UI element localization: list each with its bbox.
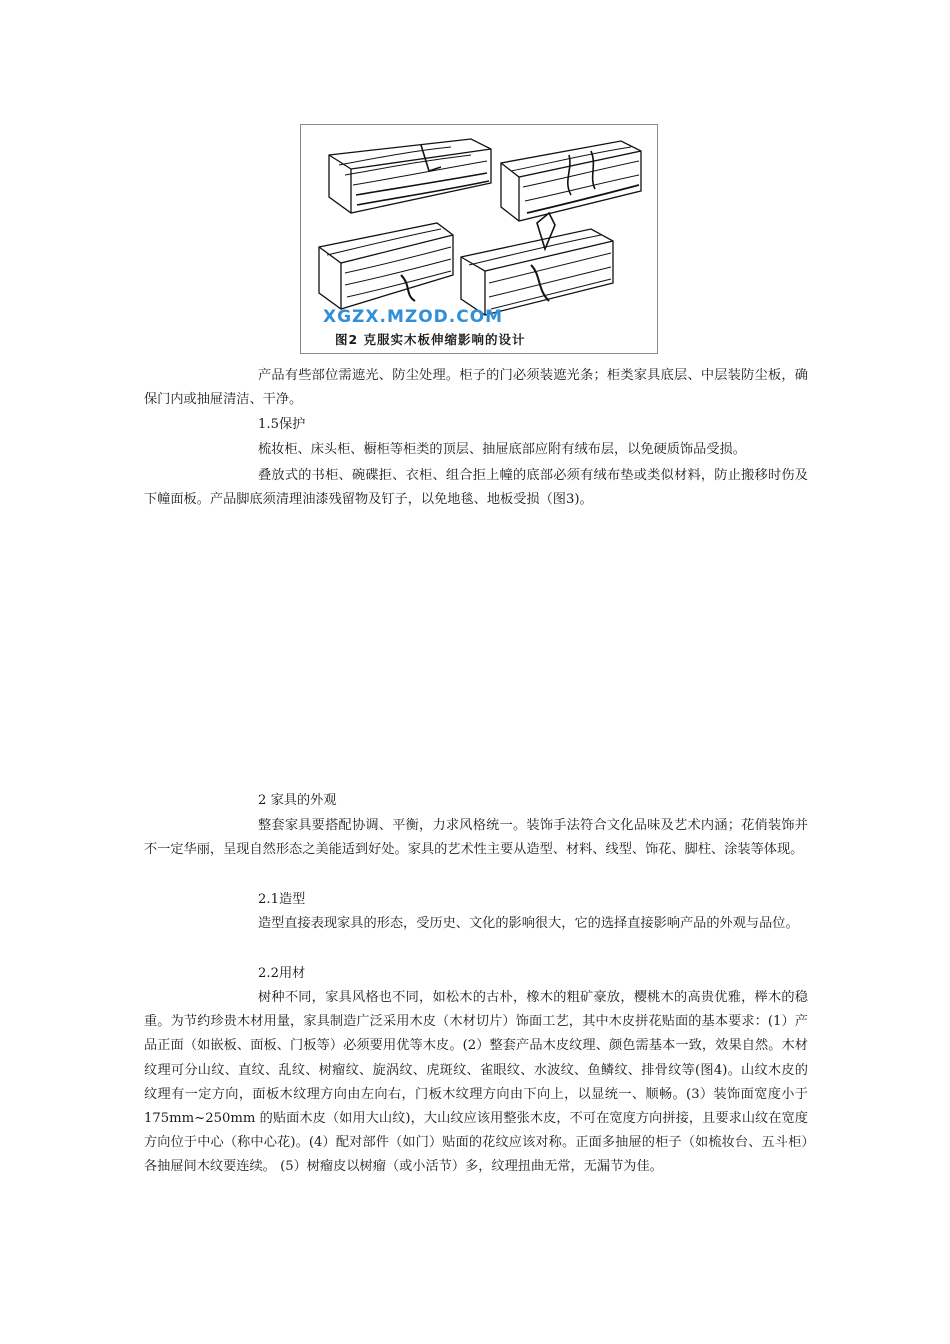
heading-1-5: 1.5保护 bbox=[258, 417, 306, 432]
paragraph-protection-2: 叠放式的书柜、碗碟拒、衣柜、组合拒上幢的底部必须有绒布垫或类似材料，防止搬移时伤及下幢面板。产品脚底须清理油漆残留物及钉子，以免地毯、地板受损（图3)。 bbox=[144, 468, 808, 508]
paragraph-dustproof: 产品有些部位需遮光、防尘处理。柜子的门必须装遮光条；柜类家具底层、中层装防尘板，确保门内或抽屉清洁、干净。 bbox=[144, 368, 808, 408]
figure-watermark: XGZX.MZOD.COM bbox=[323, 307, 504, 327]
paragraph-appearance: 整套家具要搭配协调、平衡，力求风格统一。装饰手法符合文化品味及艺术内涵；花俏装饰并不一定华丽，呈现自然形态之美能适到好处。家具的艺术性主要从造型、材料、线型、饰花、脚柱、涂装等体现。 bbox=[144, 818, 808, 858]
figure-2 bbox=[300, 124, 658, 354]
paragraph-protection-1: 梳妆柜、床头柜、橱柜等柜类的顶层、抽屉底部应附有绒布层，以免硬质饰品受损。 bbox=[258, 442, 746, 457]
heading-2: 2 家具的外观 bbox=[258, 793, 337, 808]
figure-caption: 图2 克服实木板伸缩影响的设计 bbox=[335, 332, 526, 347]
paragraph-materials: 树种不同，家具风格也不同，如松木的古朴，橡木的粗矿豪放，樱桃木的高贵优雅，榉木的稳重。为节约珍贵木材用量，家具制造广泛采用木皮（木材切片）饰面工艺，其中木皮拼花贴面的基本要求：(1）产品正面（如嵌板、面板、门板等）必须要用优等木皮。(2）整套产品木皮纹理、颜色需基本一致，效果自然。木材纹理可分山纹、直纹、乱纹、树瘤纹、旋涡纹、虎斑纹、雀眼纹、水波纹、鱼鳞纹、排骨纹等(图4)。山纹木皮的纹理有一定方向，面板木纹理方向由左向右，门板木纹理方向由下向上，以显统一、顺畅。(3）装饰面宽度小于175mm~250mm 的贴面木皮（如用大山纹)，大山纹应该用整张木皮，不可在宽度方向拼接，且要求山纹在宽度方向位于中心（称中心花)。(4）配对部件（如门）贴面的花纹应该对称。正面多抽屉的柜子（如梳妆台、五斗柜）各抽屉间木纹要连续。 (5）树瘤皮以树瘤（或小活节）多，纹理扭曲无常，无漏节为佳。 bbox=[144, 990, 808, 1175]
heading-2-1: 2.1造型 bbox=[258, 892, 306, 907]
heading-2-2: 2.2用材 bbox=[258, 966, 306, 981]
paragraph-shape: 造型直接表现家具的形态，受历史、文化的影响很大，它的选择直接影响产品的外观与品位。 bbox=[258, 916, 799, 931]
